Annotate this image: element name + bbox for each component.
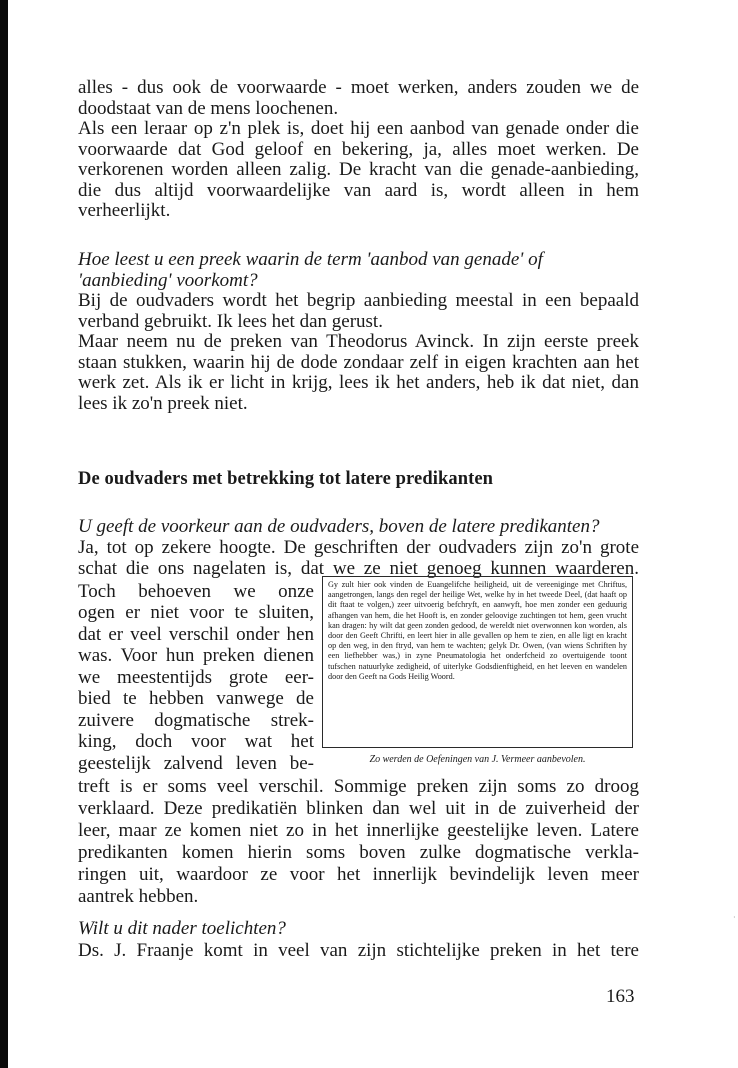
question-voorkeur: U geeft de voorkeur aan de oudvaders, boven de latere predikanten? bbox=[78, 516, 600, 537]
quote-box bbox=[322, 576, 633, 748]
intro-paragraph-1: alles - dus ook de voorwaarde - moet werken, anders zouden we de doodstaat van de mens loochenen. bbox=[78, 77, 639, 119]
answer-line-4: verklaard. Deze predikatiën blinken dan wel uit in de zuiverheid der bbox=[78, 798, 639, 819]
page-number: 163 bbox=[606, 986, 635, 1007]
quote-text: Gy zult hier ook vinden de Euangelifche heiligheid, uit de vereeniginge met Chriftus, aangetrongen, langs den regel der heilige Wet, welke hy in het tweede Deel, (dat haaft op dit ftaat te volgen,) zeer uitvoerig befchryft, en aanwyft, hoe men zonder een geduurig afhangen van hem, die het Hooft is, en zonder geloovige zuchtingen tot hem, geen vrucht kan dragen: hy wilt dat geen zonden gedood, de wereldt niet overwonnen kon worden, als door den Geeft Chrifti, en leert hier in alle gevallen op hem te zien, en alle ligt en kracht op den weg, in den ftryd, van hem te wachten; gelyk Dr. Owen, (van wiens Schriften hy een liefhebber was,) in zyne Pneumatologia het onderfcheid zo overtuigende toont tufschen natuurlyke zedigheid, of uiterlyke Godsdienftigheid, en het leeven en wandelen door den Geeft na Gods Heilig Woord. bbox=[328, 580, 627, 681]
page-binding-edge bbox=[0, 0, 8, 1068]
question-toelichten: Wilt u dit nader toelichten? bbox=[78, 918, 286, 939]
answer-left-line-5: we meestentijds grote eer- bbox=[78, 667, 314, 688]
section-heading: De oudvaders met betrekking tot latere predikanten bbox=[78, 469, 494, 489]
answer-line-7: ringen uit, waardoor ze voor het innerlijk bevindelijk leven meer bbox=[78, 864, 639, 885]
answer-aanbod-paragraph-2: Maar neem nu de preken van Theodorus Avinck. In zijn eerste preek staan stukken, waarin hij de dode zondaar zelf in eigen krachten aan het werk zet. Als ik er licht in krijg, lees ik het anders, heb ik dat niet, dan lees ik zo'n preek niet. bbox=[78, 331, 639, 414]
answer-left-line-2: ogen er niet voor te sluiten, bbox=[78, 602, 314, 623]
scan-speck: · bbox=[733, 913, 736, 922]
answer-left-line-6: bied te hebben vanwege de bbox=[78, 688, 314, 709]
answer-toelichten-line: Ds. J. Fraanje komt in veel van zijn stichtelijke preken in het tere bbox=[78, 940, 639, 961]
question-aanbod: Hoe leest u een preek waarin de term 'aanbod van genade' of 'aanbieding' voorkomt? bbox=[78, 249, 543, 291]
answer-line-5: leer, maar ze komen niet zo in het innerlijke geestelijke leven. Latere bbox=[78, 820, 639, 841]
answer-aanbod-paragraph-1: Bij de oudvaders wordt het begrip aanbieding meestal in een bepaald verband gebruikt. Ik lees het dan gerust. bbox=[78, 290, 639, 332]
answer-line-1: Ja, tot op zekere hoogte. De geschriften der oudvaders zijn zo'n grote bbox=[78, 537, 639, 558]
answer-line-8: aantrek hebben. bbox=[78, 886, 199, 907]
answer-left-line-3: dat er veel verschil onder hen bbox=[78, 624, 314, 645]
quote-caption: Zo werden de Oefeningen van J. Vermeer aanbevolen. bbox=[369, 754, 586, 765]
answer-line-6: predikanten komen hierin soms boven zulke dogmatische verkla- bbox=[78, 842, 639, 863]
answer-line-3: treft is er soms veel verschil. Sommige preken zijn soms zo droog bbox=[78, 776, 639, 797]
answer-left-line-8: king, doch voor wat het bbox=[78, 731, 314, 752]
answer-left-line-4: was. Voor hun preken dienen bbox=[78, 645, 314, 666]
intro-paragraph-2: Als een leraar op z'n plek is, doet hij een aanbod van genade onder die voorwaarde dat God geloof en bekering, ja, alles moet werken. De verkorenen worden alleen zalig. De kracht van die genade-aanbieding, die dus altijd voorwaardelijke van aard is, wordt alleen in hem verheerlijkt. bbox=[78, 118, 639, 221]
answer-left-line-1: Toch behoeven we onze bbox=[78, 581, 314, 602]
answer-left-line-9: geestelijk zalvend leven be- bbox=[78, 753, 314, 774]
answer-left-line-7: zuivere dogmatische strek- bbox=[78, 710, 314, 731]
answer-line-2: schat die ons nagelaten is, dat we ze niet genoeg kunnen waarderen. bbox=[78, 558, 639, 579]
